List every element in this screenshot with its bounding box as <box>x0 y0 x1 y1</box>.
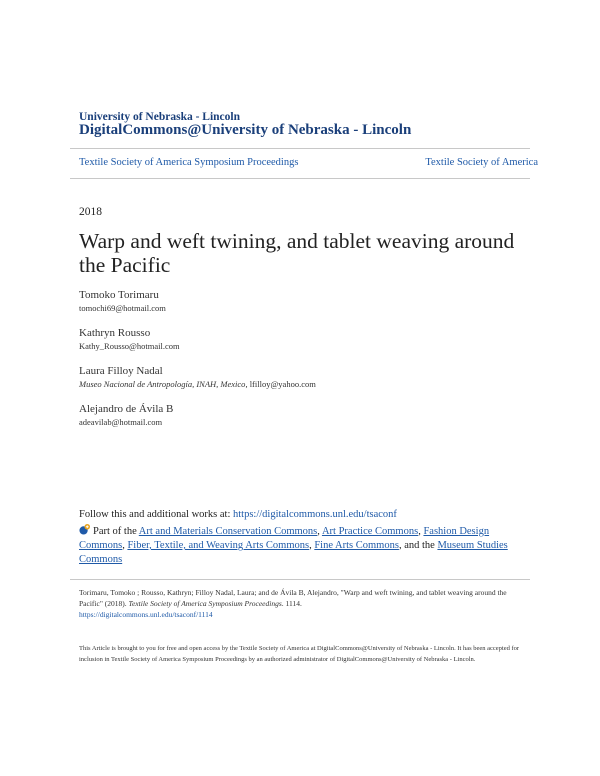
author-block <box>79 365 316 389</box>
author-email: tomochi69@hotmail.com <box>79 303 166 313</box>
author-name: Tomoko Torimaru <box>79 289 159 301</box>
commons-link[interactable]: Museum Studies Commons <box>79 540 508 565</box>
follow-line: Follow this and additional works at: https://digitalcommons.unl.edu/tsaconf <box>79 509 397 520</box>
author-affiliation: Museo Nacional de Antropología, INAH, Mexico, lfilloy@yahoo.com <box>79 379 316 389</box>
commons-link[interactable]: Fine Arts Commons <box>314 540 399 551</box>
author-name: Laura Filloy Nadal <box>79 365 163 377</box>
author-block <box>79 403 173 427</box>
header-divider-top <box>70 148 530 149</box>
commons-list: Part of the Art and Materials Conservation Commons, Art Practice Commons, Fashion Design Commons, Fiber, Textile, and Weaving Arts Commons, Fine Arts Commons, and the Museum Studies Commons <box>79 526 508 565</box>
commons-link[interactable]: Art Practice Commons <box>321 526 419 537</box>
author-block <box>79 327 180 351</box>
author-email: Kathy_Rousso@hotmail.com <box>79 341 180 351</box>
header-divider-bottom <box>70 178 530 179</box>
series-link[interactable]: Textile Society of America Symposium Proceedings <box>79 157 299 168</box>
access-notice: This Article is brought to you for free and open access by the Textile Society of America at DigitalCommons@University of Nebraska - Lincoln. It has been accepted for inclusion in Textile Society of America Symposium Proceedings by an authorized administrator of DigitalCommons@University of Nebraska - Lincoln. <box>79 645 520 663</box>
publication-year: 2018 <box>79 206 102 218</box>
repository-name[interactable]: DigitalCommons@University of Nebraska - Lincoln <box>79 122 412 138</box>
network-plus-icon <box>79 524 90 535</box>
article-title: Warp and weft twining, and tablet weaving around the Pacific <box>79 229 515 277</box>
author-name: Kathryn Rousso <box>79 327 151 339</box>
citation-divider <box>70 579 530 580</box>
author-email: adeavilab@hotmail.com <box>79 417 163 427</box>
author-block <box>79 289 166 313</box>
citation-url-link[interactable]: https://digitalcommons.unl.edu/tsaconf/1114 <box>79 610 213 619</box>
university-name: University of Nebraska - Lincoln <box>79 111 240 123</box>
commons-link[interactable]: Fiber, Textile, and Weaving Arts Commons <box>127 540 310 551</box>
commons-link[interactable]: Art and Materials Conservation Commons <box>138 526 318 537</box>
commons-link[interactable]: Fashion Design Commons <box>79 526 490 551</box>
follow-url-link[interactable]: https://digitalcommons.unl.edu/tsaconf <box>233 509 397 520</box>
recommended-citation: Torimaru, Tomoko ; Rousso, Kathryn; Filloy Nadal, Laura; and de Ávila B, Alejandro, "Warp and weft twining, and tablet weaving around the Pacific" (2018). Textile Society of America Symposium Proceedings. 1114. https://digitalcommons.unl.edu/tsaconf/1114 <box>79 588 507 619</box>
author-name: Alejandro de Ávila B <box>79 403 174 415</box>
society-link[interactable]: Textile Society of America <box>425 157 538 168</box>
